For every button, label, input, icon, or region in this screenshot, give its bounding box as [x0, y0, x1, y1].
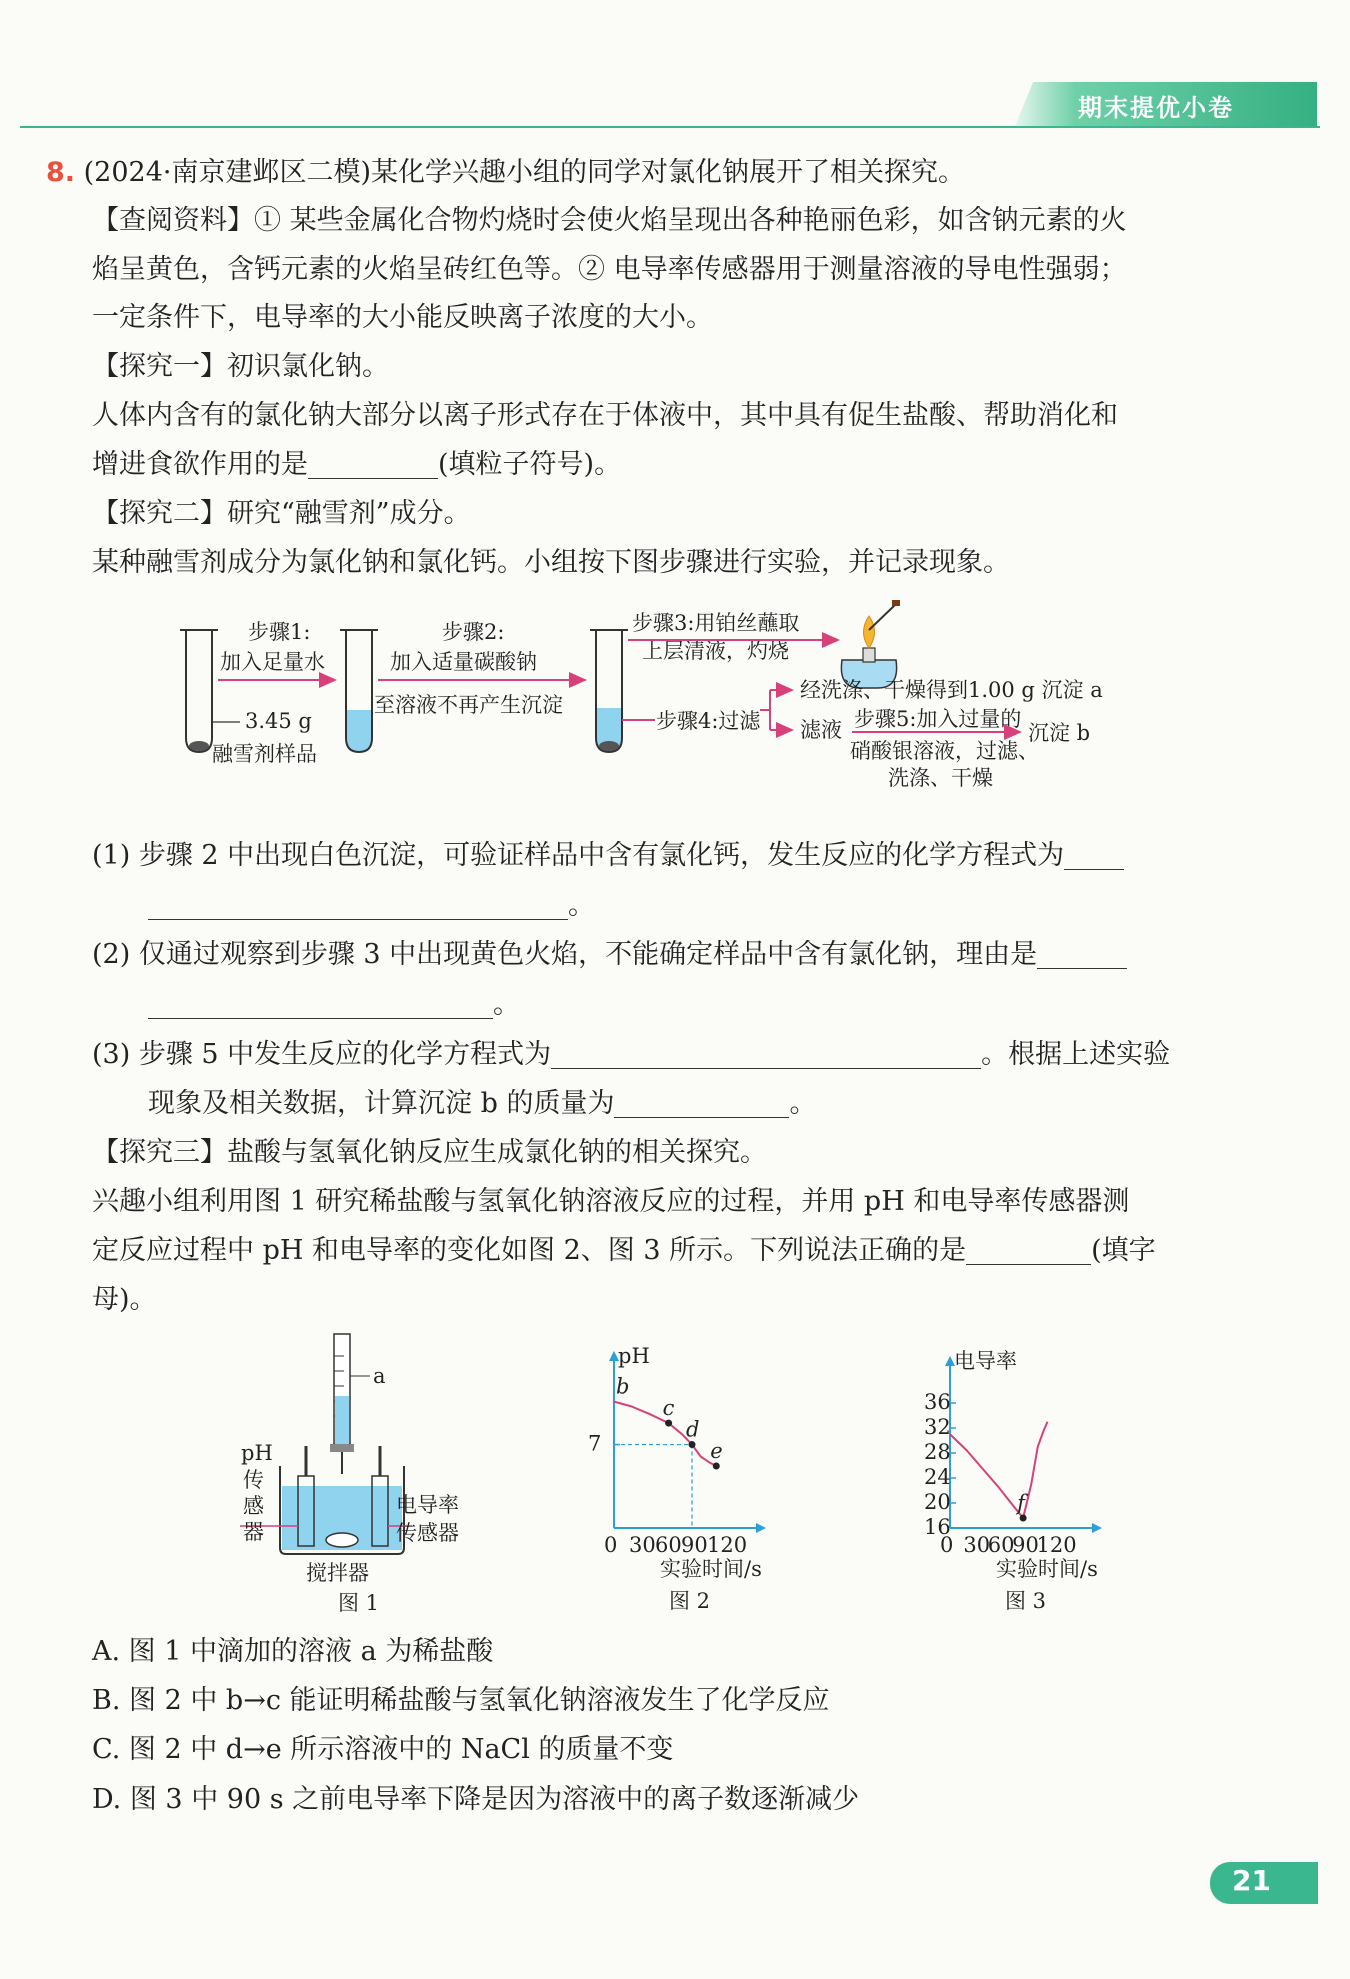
x-tick-label: 0 — [940, 1533, 954, 1557]
option-b[interactable]: B. 图 2 中 b→c 能证明稀盐酸与氢氧化钠溶液发生了化学反应 — [92, 1685, 830, 1716]
x-axis-label: 实验时间/s — [996, 1557, 1098, 1581]
option-d[interactable]: D. 图 3 中 90 s 之前电导率下降是因为溶液中的离子数逐渐减少 — [92, 1784, 860, 1815]
inquiry1-line-2-post: (填粒子符号)。 — [438, 449, 622, 480]
inquiry3-line-3: 母)。 — [92, 1284, 157, 1315]
x-axis-arrow — [756, 1523, 766, 1533]
experiment-flow-diagram — [170, 600, 1160, 830]
question-stem: 某化学兴趣小组的同学对氯化钠展开了相关探究。 — [371, 157, 966, 188]
subquestion-3-text: (3) 步骤 5 中发生反应的化学方程式为 — [92, 1039, 552, 1070]
x-axis-arrow — [1092, 1523, 1102, 1533]
figure-caption: 图 2 — [669, 1589, 711, 1613]
option-c[interactable]: C. 图 2 中 d→e 所示溶液中的 NaCl 的质量不变 — [92, 1734, 674, 1765]
y-tick-label: 24 — [924, 1465, 951, 1489]
section-title: 期末提优小卷 — [1078, 94, 1234, 122]
test-tube-2 — [340, 630, 378, 752]
ph-sensor-label-4: 器 — [243, 1520, 264, 1544]
inquiry2-intro: 某种融雪剂成分为氯化钠和氯化钙。小组按下图步骤进行实验，并记录现象。 — [92, 547, 1010, 578]
data-point-d — [689, 1441, 696, 1448]
inquiry1-line-2-pre: 增进食欲作用的是 — [92, 449, 308, 480]
step5-label-c: 洗涤、干燥 — [888, 766, 993, 790]
y-axis-label: 电导率 — [954, 1349, 1017, 1373]
y-tick-label: 32 — [924, 1415, 951, 1439]
step2-label-a: 步骤2: — [442, 620, 505, 644]
option-a[interactable]: A. 图 1 中滴加的溶液 a 为稀盐酸 — [92, 1636, 494, 1667]
reference-line-3: 一定条件下，电导率的大小能反映离子浓度的大小。 — [92, 302, 713, 333]
inquiry3-heading: 【探究三】盐酸与氢氧化钠反应生成氯化钠的相关探究。 — [92, 1137, 767, 1168]
y-tick-label: 20 — [924, 1490, 951, 1514]
answer-blank-1a[interactable] — [1064, 839, 1124, 870]
x-tick-label: 90 — [681, 1533, 708, 1557]
y-tick-label: 28 — [924, 1440, 951, 1464]
question-source: (2024·南京建邺区二模) — [83, 157, 372, 188]
point-label-d: d — [686, 1417, 700, 1442]
answer-blank-2b[interactable] — [148, 988, 493, 1019]
inquiry1-heading: 【探究一】初识氯化钠。 — [92, 351, 389, 382]
conductivity-label-1: 电导率 — [396, 1493, 459, 1517]
x-tick-label: 90 — [1012, 1533, 1039, 1557]
ph-sensor-label-3: 感 — [243, 1494, 264, 1518]
inquiry2-heading: 【探究二】研究“融雪剂”成分。 — [92, 498, 471, 529]
inquiry3-line-1: 兴趣小组利用图 1 研究稀盐酸与氢氧化钠溶液反应的过程，并用 pH 和电导率传感器测 — [92, 1186, 1130, 1217]
data-point-f — [1020, 1515, 1027, 1522]
inquiry3-line-2-post: (填字 — [1091, 1235, 1156, 1266]
x-tick-label: 60 — [655, 1533, 682, 1557]
header-rule — [20, 126, 1320, 128]
answer-blank-ion[interactable] — [308, 448, 438, 479]
subquestion-3-line2: 现象及相关数据，计算沉淀 b 的质量为 — [148, 1088, 615, 1119]
y-tick-label: 16 — [924, 1515, 951, 1539]
figure1-label-a: a — [373, 1364, 386, 1388]
inquiry3-line-2-pre: 定反应过程中 pH 和电导率的变化如图 2、图 3 所示。下列说法正确的是 — [92, 1235, 967, 1266]
figure-1-apparatus — [240, 1326, 500, 1616]
answer-blank-choice[interactable] — [966, 1234, 1091, 1265]
step5-label-a: 步骤5:加入过量的 — [854, 707, 1022, 731]
step5-label-b: 硝酸银溶液，过滤、 — [850, 739, 1039, 763]
step2-label-b: 加入适量碳酸钠 — [390, 650, 537, 674]
inquiry3-line-2 — [92, 1231, 1156, 1271]
x-axis-label: 实验时间/s — [660, 1557, 762, 1581]
x-tick-label: 30 — [629, 1533, 656, 1557]
answer-blank-2a[interactable] — [1037, 938, 1127, 969]
point-label-c: c — [662, 1396, 675, 1421]
x-tick-label: 120 — [707, 1533, 748, 1557]
figure-3-conductivity-chart — [900, 1336, 1130, 1616]
test-tube-1 — [180, 630, 218, 752]
x-tick-label: 60 — [987, 1533, 1015, 1557]
step1-label-b: 加入足量水 — [220, 650, 325, 674]
figure-2-ph-chart — [590, 1336, 810, 1616]
answer-blank-3b[interactable] — [614, 1087, 789, 1118]
step1-label-a: 步骤1: — [248, 620, 311, 644]
ph-sensor-label-1: pH — [241, 1441, 273, 1465]
sample-name: 融雪剂样品 — [212, 742, 317, 766]
x-tick-label: 30 — [963, 1533, 991, 1557]
ph-sensor-label-2: 传 — [243, 1468, 264, 1492]
answer-blank-3a[interactable] — [551, 1038, 981, 1069]
step3-label-a: 步骤3:用铂丝蘸取 — [632, 611, 800, 635]
subquestion-2-period: 。 — [493, 989, 520, 1020]
y-axis-label: pH — [618, 1344, 650, 1368]
alcohol-lamp-icon — [841, 600, 900, 688]
inquiry1-line-2 — [92, 445, 621, 485]
stirrer-label: 搅拌器 — [306, 1561, 369, 1585]
answer-blank-1b[interactable] — [148, 889, 568, 920]
question-line-1 — [46, 153, 965, 193]
x-tick-label: 0 — [604, 1533, 618, 1557]
subquestion-1 — [92, 836, 1124, 876]
y-tick-label: 7 — [588, 1431, 602, 1456]
step4-label: 步骤4:过滤 — [656, 709, 761, 733]
data-curve — [950, 1422, 1048, 1518]
precipitate-a-label: 经洗涤、干燥得到1.00 g 沉淀 a — [800, 678, 1103, 702]
step2-label-c: 至溶液不再产生沉淀 — [374, 693, 563, 717]
sample-mass: 3.45 g — [245, 709, 312, 733]
reference-line-1: 【查阅资料】① 某些金属化合物灼烧时会使火焰呈现出各种艳丽色彩，如含钠元素的火 — [92, 205, 1127, 236]
data-point-c — [665, 1420, 672, 1427]
page-number: 21 — [1232, 1864, 1271, 1897]
subquestion-3 — [92, 1035, 1170, 1075]
figure-1-caption: 图 1 — [338, 1591, 380, 1615]
question-number: 8. — [46, 157, 76, 188]
burette-icon — [330, 1334, 354, 1474]
point-label-f: f — [1017, 1491, 1025, 1515]
point-label-b: b — [616, 1374, 630, 1399]
subquestion-2-cont — [148, 985, 520, 1025]
precipitate-b-label: 沉淀 b — [1028, 721, 1091, 745]
inquiry1-line-1: 人体内含有的氯化钠大部分以离子形式存在于体液中，其中具有促生盐酸、帮助消化和 — [92, 400, 1118, 431]
x-tick-label: 120 — [1036, 1533, 1077, 1557]
subquestion-2 — [92, 935, 1127, 975]
filtrate-label: 滤液 — [800, 718, 842, 742]
subquestion-1-period: 。 — [568, 890, 595, 921]
conductivity-label-2: 传感器 — [396, 1521, 459, 1545]
subquestion-3-period: 。 — [789, 1088, 817, 1119]
subquestion-3-post: 。根据上述实验 — [981, 1039, 1171, 1070]
point-label-e: e — [710, 1439, 723, 1463]
y-tick-label: 36 — [924, 1390, 951, 1414]
subquestion-1-text: (1) 步骤 2 中出现白色沉淀，可验证样品中含有氯化钙，发生反应的化学方程式为 — [92, 840, 1065, 871]
step3-label-b: 上层清液，灼烧 — [642, 639, 789, 663]
data-point-e — [713, 1463, 720, 1470]
subquestion-3-cont — [148, 1084, 816, 1124]
reference-line-2: 焰呈黄色，含钙元素的火焰呈砖红色等。② 电导率传感器用于测量溶液的导电性强弱； — [92, 254, 1127, 285]
subquestion-2-text: (2) 仅通过观察到步骤 3 中出现黄色火焰，不能确定样品中含有氯化钠，理由是 — [92, 939, 1038, 970]
test-tube-3 — [590, 630, 628, 752]
figure-caption: 图 3 — [1005, 1589, 1047, 1613]
subquestion-1-cont — [148, 886, 595, 926]
